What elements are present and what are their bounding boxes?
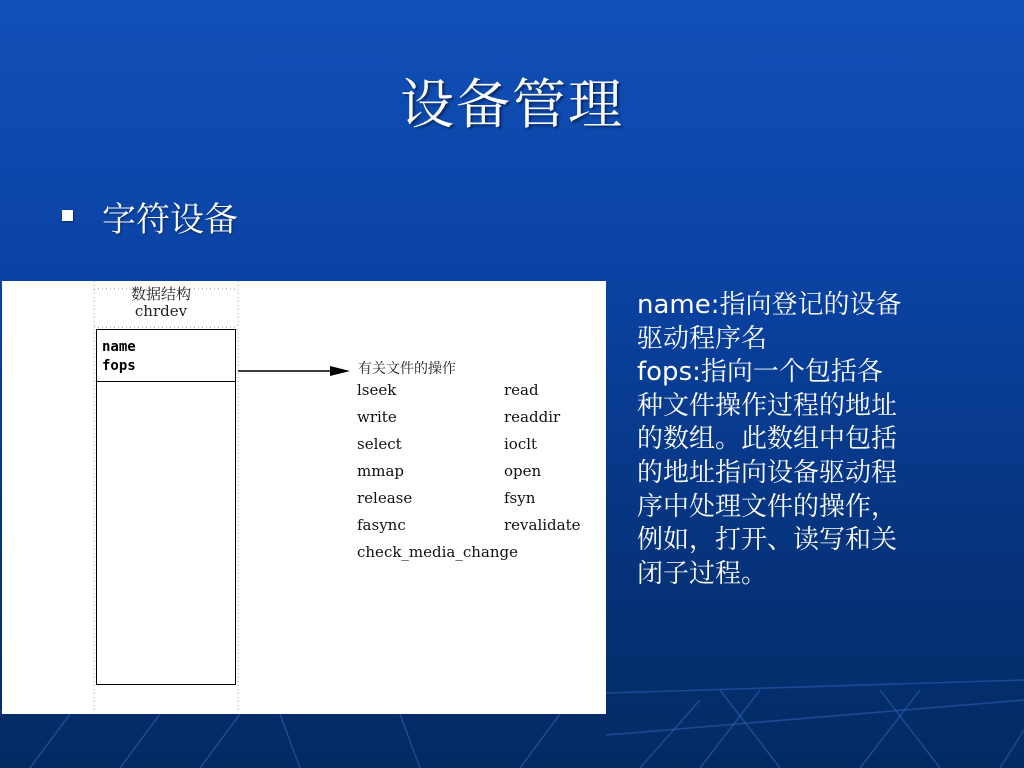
op-right-item: open [504,462,542,480]
diagram-caption [106,286,216,320]
op-left-item: write [357,408,397,426]
caption-line-1: 数据结构 [130,285,191,303]
description-line: 例如，打开、读写和关 [637,525,898,556]
op-right-item: ioclt [504,435,538,453]
field-fops: fops [102,358,136,374]
op-right-item: readdir [504,408,561,426]
description-line: 序中处理文件的操作， [637,491,898,522]
op-left-item: check_media_change [357,543,519,561]
arrow-head-icon [330,366,350,376]
description-line: fops:指向一个包括各 [637,357,883,388]
chrdev-struct-box [96,329,236,685]
description-line: 闭子过程。 [637,558,768,589]
ops-header: 有关文件的操作 [358,361,456,377]
op-right-item: revalidate [504,516,581,534]
chrdev-diagram [2,281,606,714]
op-right-item: fsyn [504,489,536,507]
description-text [637,289,997,591]
op-left-item: select [357,435,402,453]
bullet-text: 字符设备 [102,200,238,240]
bullet-square-icon [62,210,73,221]
struct-fields [97,330,235,382]
op-left-item: fasync [357,516,406,534]
description-line: name:指向登记的设备 [637,290,902,320]
description-line: 驱动程序名 [637,323,768,354]
description-line: 种文件操作过程的地址 [637,390,898,421]
op-left-item: mmap [357,462,404,480]
caption-line-2: chrdev [134,302,188,320]
op-left-item: release [357,489,413,507]
op-right-item: read [504,381,539,399]
field-name: name [102,339,136,355]
description-line: 的数组。此数组中包括 [637,424,898,455]
description-line: 的地址指向设备驱动程 [637,457,898,488]
slide-title: 设备管理 [400,73,624,136]
op-left-item: lseek [357,381,397,399]
